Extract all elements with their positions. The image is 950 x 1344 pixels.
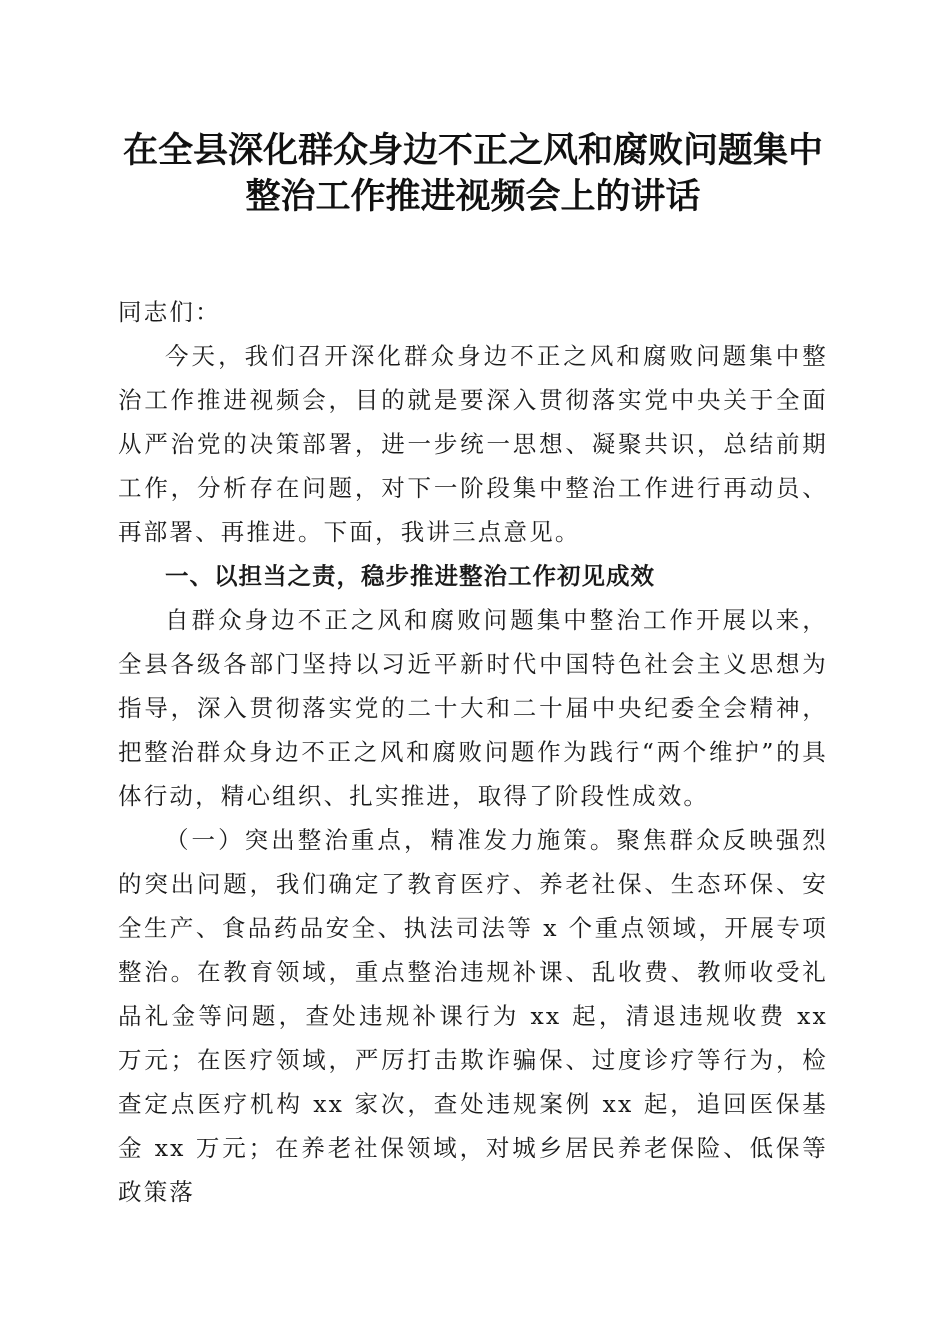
document-title	[118, 128, 828, 220]
document-page	[118, 128, 828, 1214]
title-line-1: 在全县深化群众身边不正之风和腐败问题集中	[122, 130, 823, 171]
salutation: 同志们：	[118, 298, 221, 326]
paragraph-intro: 今天，我们召开深化群众身边不正之风和腐败问题集中整治工作推进视频会，目的就是要深入贯彻落实党中央关于全面从严治党的决策部署，进一步统一思想、凝聚共识，总结前期工作，分析存在问题，对下一阶段集中整治工作进行再动员、再部署、再推进。下面，我讲三点意见。	[118, 342, 828, 546]
title-line-2: 整治工作推进视频会上的讲话	[245, 176, 701, 217]
paragraph-subsection-1: （一）突出整治重点，精准发力施策。聚焦群众反映强烈的突出问题，我们确定了教育医疗、养老社保、生态环保、安全生产、食品药品安全、执法司法等 x 个重点领域，开展专项整治。在教育领域，重点整治违规补课、乱收费、教师收受礼品礼金等问题，查处违规补课行为 xx 起，清退违规收费 xx 万元；在医疗领域，严厉打击欺诈骗保、过度诊疗等行为，检查定点医疗机构 xx 家次，查处违规案例 xx 起，追回医保基金 xx 万元；在养老社保领域，对城乡居民养老保险、低保等政策落	[118, 826, 828, 1206]
section-heading-1: 一、以担当之责，稳步推进整治工作初见成效	[165, 562, 655, 590]
document-body	[118, 290, 828, 1214]
paragraph-section-1: 自群众身边不正之风和腐败问题集中整治工作开展以来，全县各级各部门坚持以习近平新时代中国特色社会主义思想为指导，深入贯彻落实党的二十大和二十届中央纪委全会精神，把整治群众身边不正之风和腐败问题作为践行“两个维护”的具体行动，精心组织、扎实推进，取得了阶段性成效。	[118, 606, 828, 810]
